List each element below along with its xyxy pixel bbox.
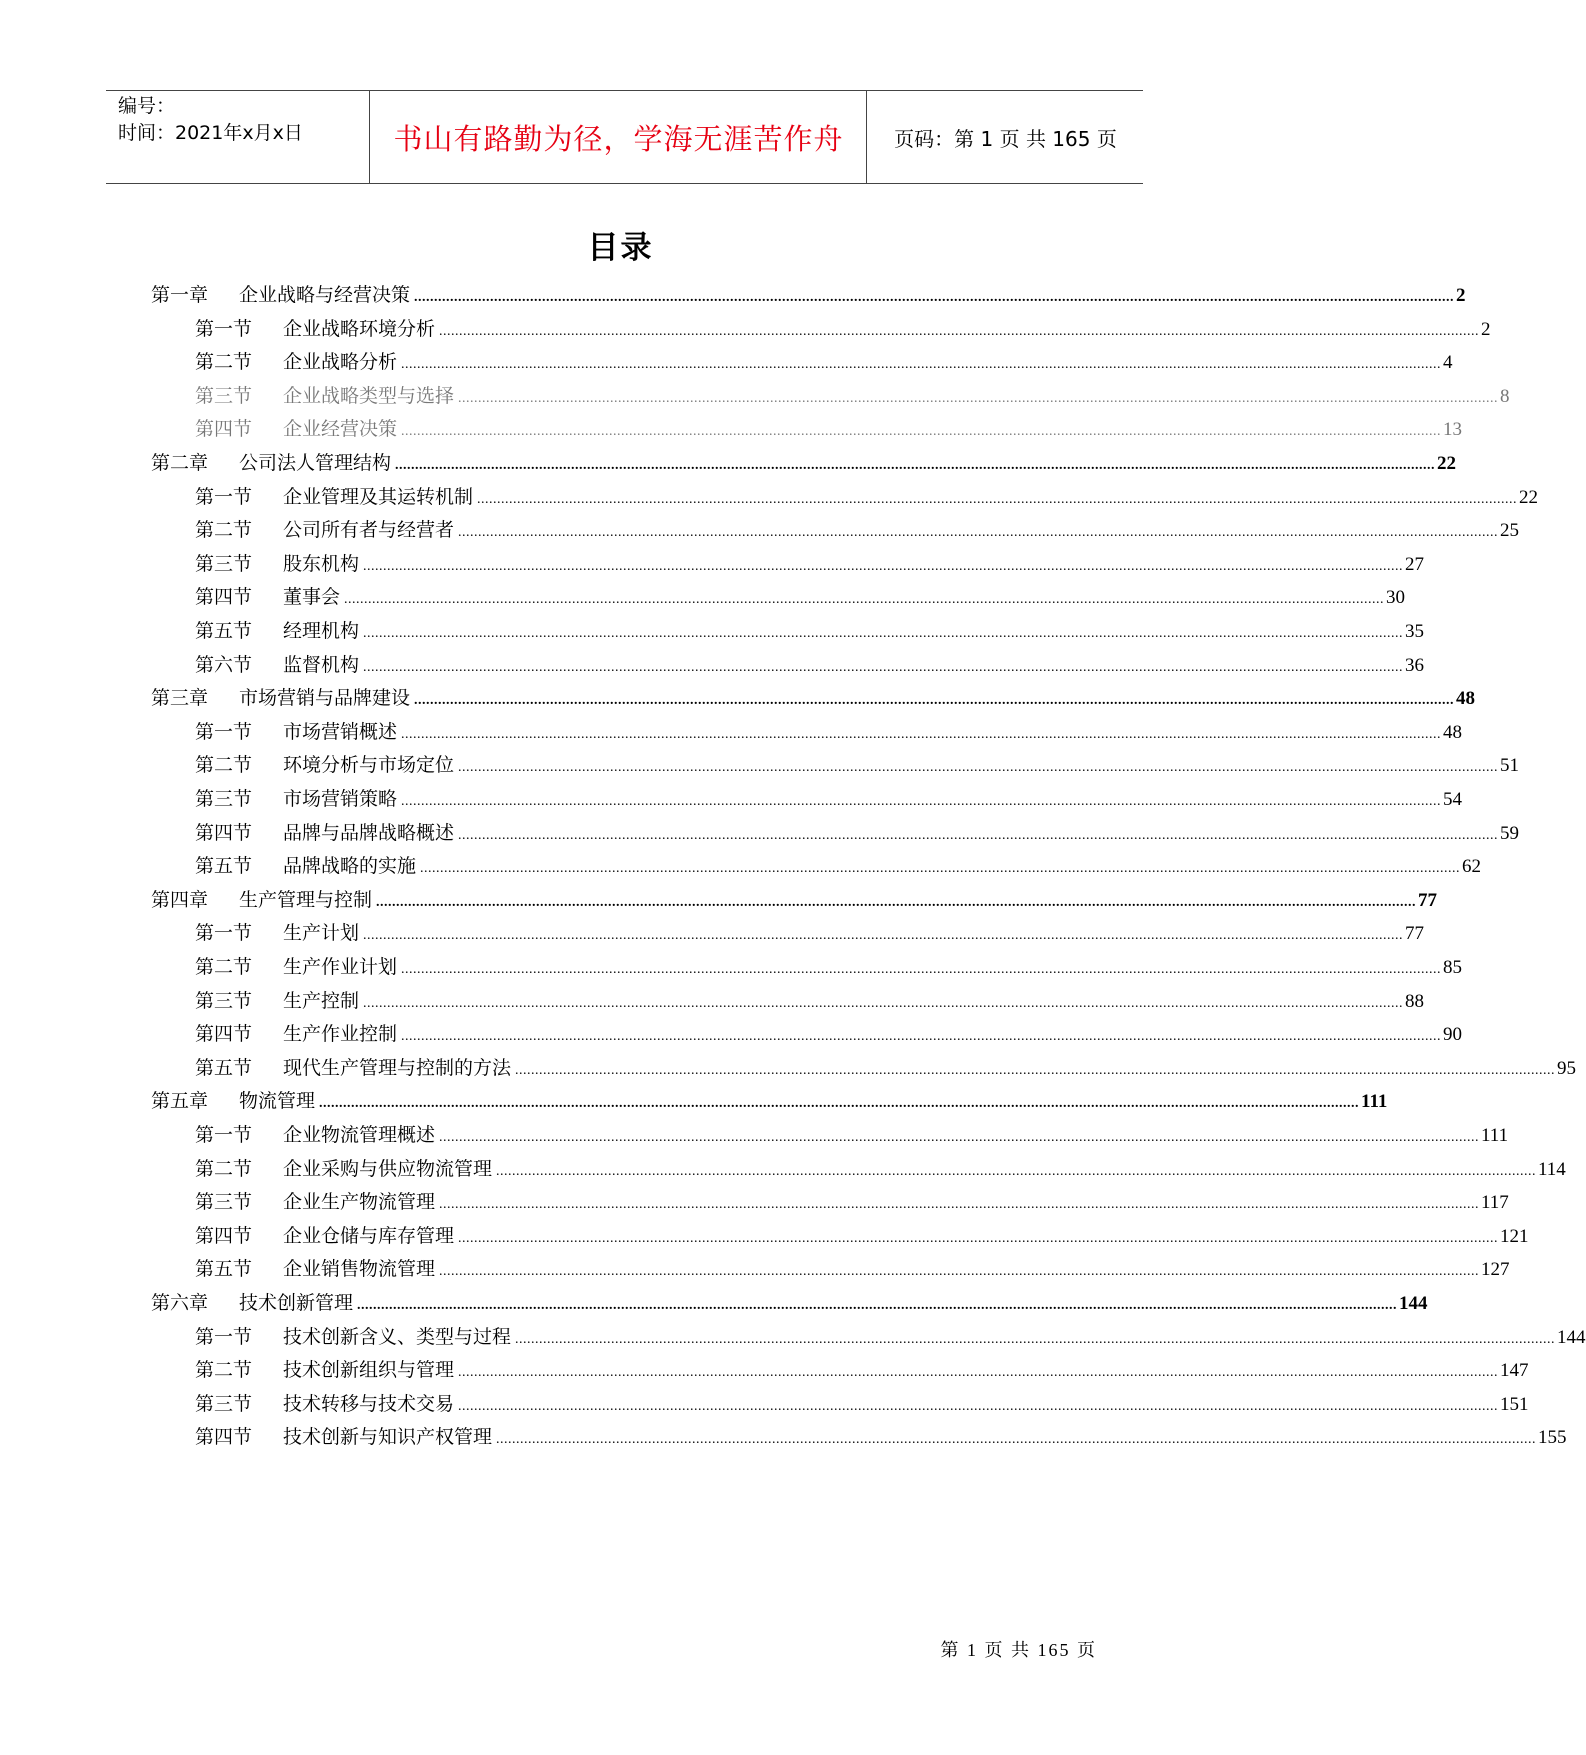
toc-entry-number: 第四节 [195,821,253,844]
toc-chapter-entry[interactable] [151,1287,1428,1320]
dot-leader: .................................................................................................................................................................................................................................................................... [401,424,1442,440]
toc-entry-number: 第四节 [195,1426,253,1449]
toc-entry-number: 第二节 [195,956,253,978]
toc-entry-number: 第四节 [195,586,253,609]
toc-entry-page: 48 [1456,688,1476,710]
toc-entry-number: 第一节 [195,1325,253,1348]
toc-section-entry[interactable] [195,985,1425,1018]
toc-entry-title: 企业战略类型与选择 [283,384,455,407]
toc-section-entry[interactable] [195,1186,1509,1219]
dot-leader: .................................................................................................................................................................................................................................................................... [458,390,1499,406]
toc-section-entry[interactable] [195,917,1425,950]
toc-chapter-entry[interactable] [151,279,1466,312]
toc-section-entry[interactable] [195,481,1539,514]
toc-entry-title: 企业战略分析 [283,351,398,374]
toc-entry-number: 第三节 [195,788,253,810]
toc-section-entry[interactable] [195,817,1520,850]
toc-entry-page: 4 [1443,352,1453,374]
dot-leader: .................................................................................................................................................................................................................................................................... [496,1163,1537,1179]
toc-entry-title: 市场营销策略 [283,788,398,810]
toc-entry-title: 技术转移与技术交易 [283,1392,455,1415]
dot-leader: .................................................................................................................................................................................................................................................................... [401,1029,1442,1045]
header-divider [369,91,370,183]
dot-leader: .................................................................................................................................................................................................................................................................... [458,827,1499,843]
toc-entry-title: 公司所有者与经营者 [283,519,455,542]
toc-entry-page: 117 [1481,1192,1509,1214]
toc-entry-title: 企业经营决策 [283,418,398,441]
toc-entry-page: 121 [1500,1225,1529,1247]
dot-leader: .................................................................................................................................................................................................................................................................... [401,726,1442,742]
dot-leader: .................................................................................................................................................................................................................................................................... [458,760,1499,776]
toc-entry-number: 第一节 [195,922,253,945]
toc-entry-page: 35 [1405,621,1425,642]
toc-entry-page: 48 [1443,721,1463,743]
toc-entry-page: 2 [1481,318,1491,340]
toc-entry-title: 企业战略与经营决策 [239,284,411,306]
toc-chapter-entry[interactable] [151,884,1438,917]
toc-entry-number: 第三节 [195,552,253,575]
dot-leader: .................................................................................................................................................................................................................................................................... [395,458,1436,473]
toc-entry-number: 第五节 [195,1056,253,1079]
toc-entry-page: 77 [1418,889,1438,911]
toc-entry-number: 第一节 [195,485,253,508]
toc-entry-page: 27 [1405,553,1425,575]
toc-section-entry[interactable] [195,1388,1529,1421]
toc-entry-title: 生产作业计划 [283,956,398,978]
toc-entry-title: 市场营销概述 [283,720,398,743]
toc-section-entry[interactable] [195,581,1406,614]
dot-leader: .................................................................................................................................................................................................................................................................... [496,1432,1537,1448]
toc-entry-title: 企业仓储与库存管理 [283,1224,455,1247]
toc-section-entry[interactable] [195,1119,1509,1152]
toc-entry-page: 30 [1386,587,1406,609]
toc-entry-page: 36 [1405,654,1425,676]
toc-entry-title: 环境分析与市场定位 [283,754,455,777]
toc-entry-title: 董事会 [283,586,341,609]
toc-entry-page: 155 [1538,1427,1567,1449]
toc-entry-page: 85 [1443,957,1463,978]
toc-entry-title: 品牌与品牌战略概述 [283,821,455,844]
toc-section-entry[interactable] [195,1220,1529,1253]
dot-leader: .................................................................................................................................................................................................................................................................... [363,659,1404,675]
toc-entry-page: 59 [1500,822,1520,844]
page-header [106,90,1143,184]
toc-entry-title: 技术创新管理 [239,1292,354,1314]
toc-section-entry[interactable] [195,1354,1529,1387]
toc-entry-number: 第二节 [195,519,253,542]
toc-entry-number: 第三节 [195,1191,253,1214]
toc-entry-page: 111 [1481,1125,1509,1146]
toc-section-entry[interactable] [195,514,1520,547]
toc-entry-title: 生产作业控制 [283,1023,398,1046]
toc-entry-number: 第五节 [195,620,253,642]
toc-entry-title: 品牌战略的实施 [283,855,417,878]
toc-section-entry[interactable] [195,1052,1577,1085]
toc-section-entry[interactable] [195,951,1463,984]
dot-leader: .................................................................................................................................................................................................................................................................... [376,894,1417,910]
toc-entry-page: 95 [1557,1057,1577,1079]
toc-entry-title: 企业战略环境分析 [283,317,436,340]
toc-section-entry[interactable] [195,649,1425,682]
toc-section-entry[interactable] [195,749,1520,782]
toc-entry-number: 第三节 [195,1392,253,1415]
toc-entry-number: 第一节 [195,317,253,340]
toc-section-entry[interactable] [195,413,1463,446]
toc-section-entry[interactable] [195,615,1425,648]
toc-chapter-entry[interactable] [151,682,1476,715]
number-label: 编号： [118,95,176,117]
toc-entry-number: 第五节 [195,855,253,878]
toc-entry-title: 企业管理及其运转机制 [283,485,474,508]
dot-leader: .................................................................................................................................................................................................................................................................... [414,290,1455,305]
toc-entry-number: 第四节 [195,418,253,441]
dot-leader: .................................................................................................................................................................................................................................................................... [344,592,1385,608]
toc-entry-number: 第二节 [195,1157,253,1180]
toc-entry-page: 25 [1500,520,1520,542]
dot-leader: .................................................................................................................................................................................................................................................................... [420,861,1461,877]
toc-section-entry[interactable] [195,1253,1510,1286]
toc-chapter-entry[interactable] [151,447,1457,480]
dot-leader: .................................................................................................................................................................................................................................................................... [515,1331,1556,1347]
toc-entry-number: 第三节 [195,989,253,1012]
toc-entry-page: 22 [1437,453,1457,474]
toc-entry-number: 第一节 [195,720,253,743]
toc-section-entry[interactable] [195,850,1482,883]
toc-entry-page: 13 [1443,419,1463,441]
toc-entry-number: 第六节 [195,653,253,676]
toc-entry-title: 技术创新含义、类型与过程 [283,1325,512,1348]
toc-section-entry[interactable] [195,1421,1567,1454]
dot-leader: .................................................................................................................................................................................................................................................................... [515,1062,1556,1078]
dot-leader: .................................................................................................................................................................................................................................................................... [458,1365,1499,1381]
dot-leader: .................................................................................................................................................................................................................................................................... [401,962,1442,977]
toc-entry-title: 公司法人管理结构 [239,452,392,474]
dot-leader: .................................................................................................................................................................................................................................................................... [439,1130,1480,1145]
toc-entry-title: 市场营销与品牌建设 [239,687,411,710]
dot-leader: .................................................................................................................................................................................................................................................................... [477,491,1518,507]
toc-entry-page: 77 [1405,923,1425,945]
dot-leader: .................................................................................................................................................................................................................................................................... [414,693,1455,709]
dot-leader: .................................................................................................................................................................................................................................................................... [439,1264,1480,1280]
toc-entry-title: 经理机构 [283,620,360,642]
toc-entry-title: 物流管理 [239,1090,316,1113]
dot-leader: .................................................................................................................................................................................................................................................................... [458,1398,1499,1414]
toc-section-entry[interactable] [195,783,1463,816]
page-footer: 第 1 页 共 165 页 [940,1640,1097,1660]
toc-entry-number: 第六章 [151,1292,209,1314]
toc-entry-page: 22 [1519,486,1539,508]
toc-entry-page: 127 [1481,1259,1510,1281]
page-title: 目录 [587,230,654,266]
header-page-label: 页码：第 1 页 共 165 页 [894,126,1117,151]
toc-section-entry[interactable] [195,1018,1463,1051]
toc-entry-page: 62 [1462,856,1482,878]
toc-entry-page: 147 [1500,1360,1529,1382]
toc-entry-title: 企业采购与供应物流管理 [283,1157,493,1180]
header-meta [118,93,303,147]
dot-leader: .................................................................................................................................................................................................................................................................... [363,558,1404,574]
dot-leader: .................................................................................................................................................................................................................................................................... [401,357,1442,373]
toc-section-entry[interactable] [195,346,1453,379]
dot-leader: .................................................................................................................................................................................................................................................................... [458,1230,1499,1246]
toc-entry-title: 技术创新组织与管理 [283,1359,455,1382]
toc-entry-page: 144 [1399,1293,1428,1314]
toc-entry-number: 第一章 [151,284,209,306]
toc-entry-number: 第四章 [151,888,209,911]
toc-entry-page: 111 [1361,1091,1388,1113]
toc-entry-page: 90 [1443,1024,1463,1046]
toc-entry-page: 2 [1456,285,1466,306]
toc-entry-title: 技术创新与知识产权管理 [283,1426,493,1449]
dot-leader: .................................................................................................................................................................................................................................................................... [401,794,1442,809]
toc-entry-page: 54 [1443,789,1463,810]
toc-entry-page: 151 [1500,1393,1529,1415]
dot-leader: .................................................................................................................................................................................................................................................................... [363,626,1404,641]
toc-entry-page: 88 [1405,990,1425,1012]
toc-entry-number: 第四节 [195,1224,253,1247]
toc-entry-page: 51 [1500,755,1520,777]
toc-entry-title: 生产计划 [283,922,360,945]
toc-section-entry[interactable] [195,1153,1566,1186]
dot-leader: .................................................................................................................................................................................................................................................................... [439,1197,1480,1213]
toc-entry-number: 第五章 [151,1090,209,1113]
date-label: 时间：2021年x月x日 [118,122,303,144]
header-divider [866,91,867,183]
toc-section-entry[interactable] [195,380,1510,413]
toc-entry-number: 第二章 [151,452,209,474]
toc-entry-number: 第三节 [195,384,253,407]
toc-entry-page: 8 [1500,385,1510,407]
toc-entry-title: 监督机构 [283,653,360,676]
dot-leader: .................................................................................................................................................................................................................................................................... [357,1298,1398,1313]
dot-leader: .................................................................................................................................................................................................................................................................... [363,995,1404,1011]
toc-entry-title: 生产管理与控制 [239,888,373,911]
toc-entry-number: 第五节 [195,1258,253,1281]
toc-entry-page: 114 [1538,1158,1566,1180]
toc-entry-title: 企业物流管理概述 [283,1124,436,1146]
toc-entry-number: 第四节 [195,1023,253,1046]
toc-section-entry[interactable] [195,1321,1586,1354]
header-motto: 书山有路勤为径，学海无涯苦作舟 [393,121,844,156]
toc-section-entry[interactable] [195,716,1463,749]
toc-entry-title: 生产控制 [283,989,360,1012]
toc-chapter-entry[interactable] [151,1085,1388,1118]
toc-entry-number: 第三章 [151,687,209,710]
dot-leader: .................................................................................................................................................................................................................................................................... [319,1096,1360,1112]
dot-leader: .................................................................................................................................................................................................................................................................... [363,928,1404,944]
toc-entry-number: 第一节 [195,1124,253,1146]
toc-entry-title: 企业销售物流管理 [283,1258,436,1281]
dot-leader: .................................................................................................................................................................................................................................................................... [439,323,1480,339]
toc-entry-page: 144 [1557,1326,1586,1348]
toc-section-entry[interactable] [195,548,1425,581]
toc-entry-title: 股东机构 [283,552,360,575]
dot-leader: .................................................................................................................................................................................................................................................................... [458,525,1499,541]
toc-section-entry[interactable] [195,313,1491,346]
toc-entry-number: 第二节 [195,754,253,777]
toc-entry-number: 第二节 [195,1359,253,1382]
toc-entry-title: 现代生产管理与控制的方法 [283,1056,512,1079]
toc-entry-title: 企业生产物流管理 [283,1191,436,1214]
toc-entry-number: 第二节 [195,351,253,374]
